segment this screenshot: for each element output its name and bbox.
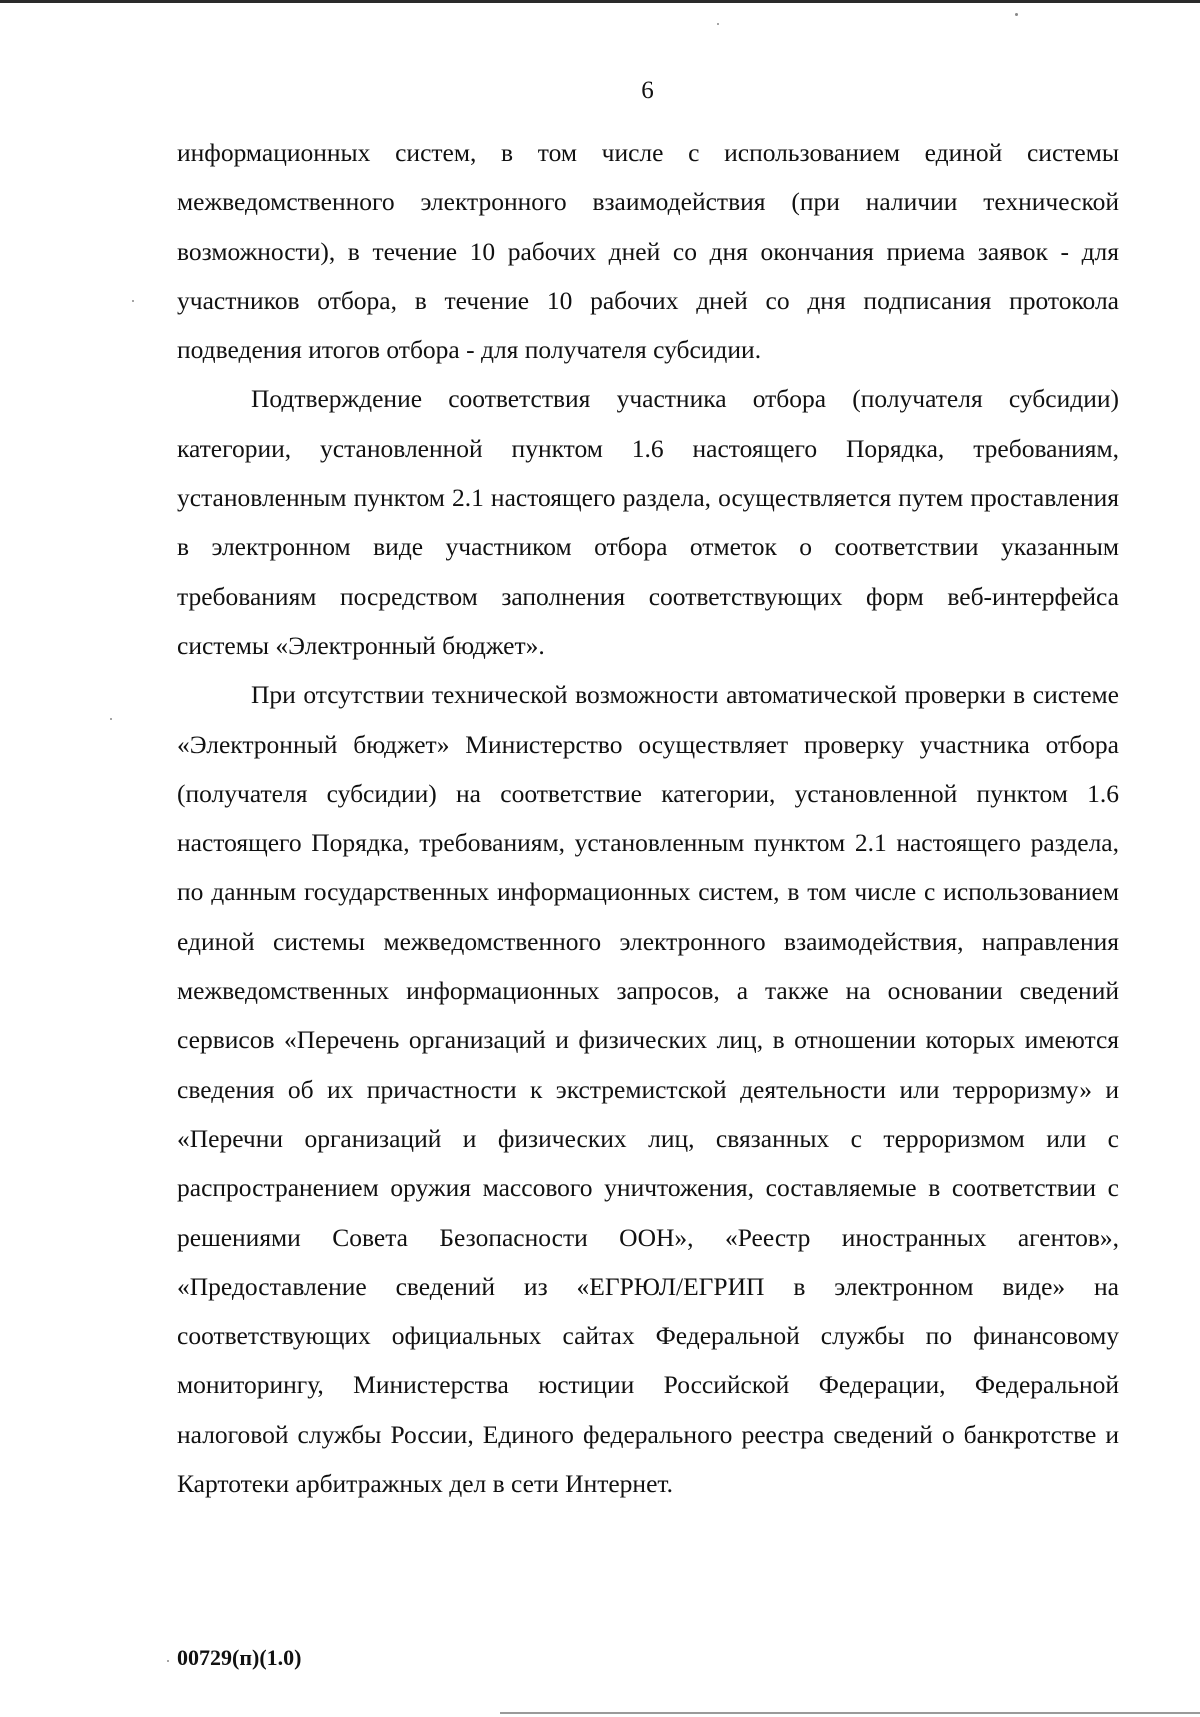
- page-number: 6: [641, 77, 654, 104]
- scan-edge-bottom: [500, 1712, 1200, 1714]
- scan-speck: [132, 300, 134, 302]
- paragraph-verification: При отсутствии технической возможности автоматической проверки в системе «Электронный бюджет» Министерство осуществляет проверку участника отбора (получателя субсидии) на соответствие категории, установленной пунктом 1.6 настоящего Порядка, требованиям, установленным пунктом 2.1 настоящего раздела, по данным государственных информационных систем, в том числе с использованием единой системы межведомственного электронного взаимодействия, направления межведомственных информационных запросов, а также на основании сведений сервисов «Перечень организаций и физических лиц, в отношении которых имеются сведения об их причастности к экстремистской деятельности или терроризму» и «Перечни организаций и физических лиц, связанных с терроризмом или с распространением оружия массового уничтожения, составляемые в соответствии с решениями Совета Безопасности ООН», «Реестр иностранных агентов», «Предоставление сведений из «ЕГРЮЛ/ЕГРИП в электронном виде» на соответствующих официальных сайтах Федеральной службы по финансовому мониторингу, Министерства юстиции Российской Федерации, Федеральной налоговой службы России, Единого федерального реестра сведений о банкротстве и Картотеки арбитражных дел в сети Интернет.: [177, 680, 1119, 1499]
- scan-edge-top: [0, 0, 1200, 3]
- scan-speck: [167, 1660, 169, 1662]
- scan-speck: [1015, 13, 1018, 16]
- document-code: 00729(п)(1.0): [177, 1645, 302, 1670]
- scan-speck: [110, 718, 112, 720]
- paragraph-confirmation: Подтверждение соответствия участника отбора (получателя субсидии) категории, установленной пунктом 1.6 настоящего Порядка, требованиям, установленным пунктом 2.1 настоящего раздела, осуществляется путем проставления в электронном виде участником отбора отметок о соответствии указанным требованиям посредством заполнения соответствующих форм веб-интерфейса системы «Электронный бюджет».: [177, 384, 1119, 660]
- document-body: [177, 128, 1119, 1508]
- paragraph-continuation: информационных систем, в том числе с использованием единой системы межведомственного электронного взаимодействия (при наличии технической возможности), в течение 10 рабочих дней со дня окончания приема заявок - для участников отбора, в течение 10 рабочих дней со дня подписания протокола подведения итогов отбора - для получателя субсидии.: [177, 138, 1119, 365]
- scan-speck: [717, 23, 719, 25]
